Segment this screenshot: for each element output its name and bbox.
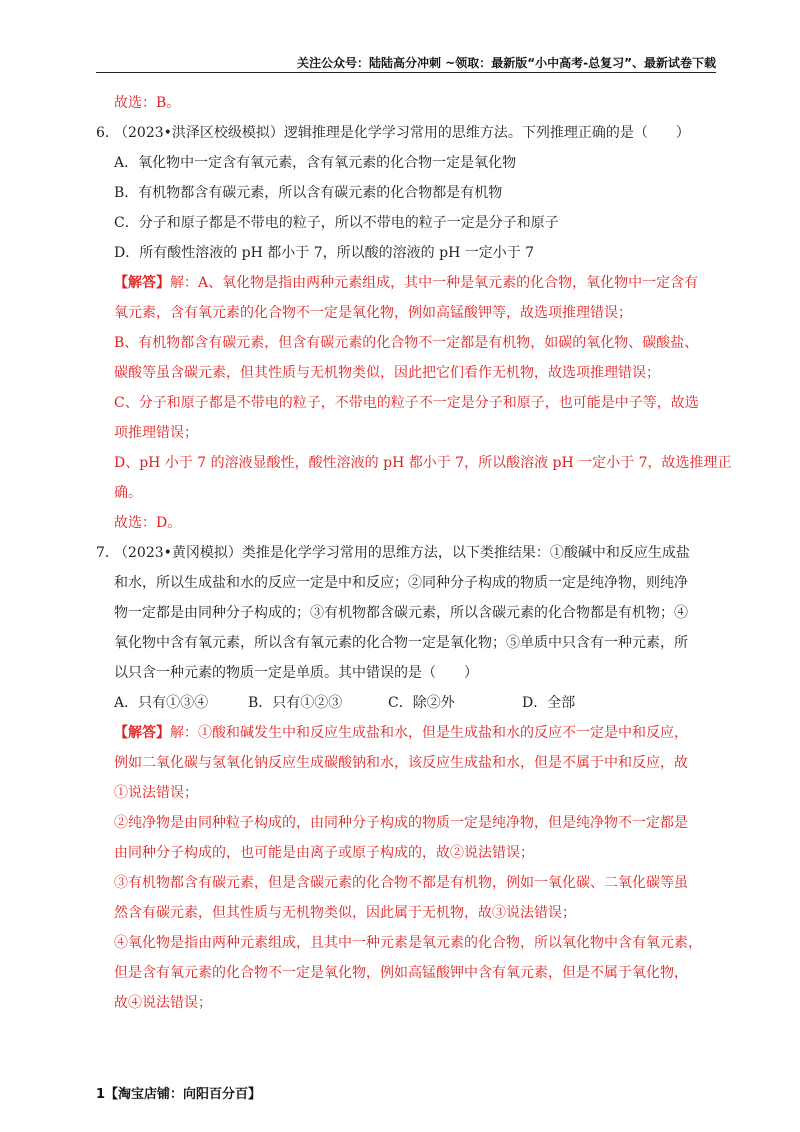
q6-answer-line: 氧元素，含有氧元素的化合物不一定是氧化物，例如高锰酸钾等，故选项推理错误； xyxy=(114,305,632,321)
q7-answer-line: 然含有碳元素，但其性质与无机物类似，因此属于无机物，故③说法错误； xyxy=(114,905,576,921)
q7-answer-line: ②纯净物是由同种粒子构成的，由同种分子构成的物质一定是纯净物，但是纯净物不一定都是 xyxy=(114,815,688,831)
q7-option-a: A．只有①③④ xyxy=(114,695,209,711)
q7-answer-line: ①说法错误； xyxy=(114,785,198,801)
q6-option-b: B．有机物都含有碳元素，所以含有碳元素的化合物都是有机物 xyxy=(114,185,503,201)
q7-answer-line: ④氧化物是指由两种元素组成，且其中一种元素是氧元素的化合物，所以氧化物中含有氧元素， xyxy=(114,935,702,951)
q7-stem-line: 氧化物中含有氧元素，所以含有氧元素的化合物一定是氧化物；⑤单质中只含有一种元素，所 xyxy=(114,635,688,651)
q6-number: 6． xyxy=(96,125,119,141)
q7-stem-line: 和水，所以生成盐和水的反应一定是中和反应；②同种分子构成的物质一定是纯净物，则纯净 xyxy=(114,575,688,591)
q6-stem-text: （2023•洪泽区校级模拟）逻辑推理是化学学习常用的思维方法。下列推理正确的是（ ） xyxy=(114,125,690,141)
prev-answer: 故选：B。 xyxy=(114,95,181,111)
q6-option-c: C．分子和原子都是不带电的粒子，所以不带电的粒子一定是分子和原子 xyxy=(114,215,559,231)
q6-answer-line: 确。 xyxy=(114,485,142,501)
q6-answer-text: 解：A、氧化物是指由两种元素组成，其中一种是氧元素的化合物，氧化物中一定含有 xyxy=(170,275,699,291)
q7-option-c: C．除②外 xyxy=(388,695,455,711)
q7-answer-tag: 【解答】 xyxy=(114,725,170,741)
q7-answer-line: ③有机物都含有碳元素，但是含碳元素的化合物不都是有机物，例如一氧化碳、二氧化碳等虽 xyxy=(114,875,688,891)
q6-answer-line: B、有机物都含有碳元素，但含有碳元素的化合物不一定都是有机物，如碳的氧化物、碳酸盐、 xyxy=(114,335,699,351)
q7-answer-line: 由同种分子构成的，也可能是由离子或原子构成的，故②说法错误； xyxy=(114,845,534,861)
page-footer: 1【淘宝店铺：向阳百分百】 xyxy=(96,1087,262,1102)
q7-number: 7． xyxy=(96,545,119,561)
q7-option-b: B．只有①②③ xyxy=(248,695,343,711)
q6-answer-line: 项推理错误； xyxy=(114,425,198,441)
q6-stem xyxy=(96,118,716,148)
q7-stem xyxy=(96,538,716,568)
q7-answer-line xyxy=(96,718,716,748)
q6-option-d: D．所有酸性溶液的 pH 都小于 7，所以酸的溶液的 pH 一定小于 7 xyxy=(114,245,535,261)
q7-answer-line: 但是含有氧元素的化合物不一定是氧化物，例如高锰酸钾中含有氧元素，但是不属于氧化物， xyxy=(114,965,688,981)
header-rule xyxy=(96,72,716,73)
q7-answer-text: 解：①酸和碱发生中和反应生成盐和水，但是生成盐和水的反应不一定是中和反应， xyxy=(170,725,688,741)
q7-option-d: D．全部 xyxy=(522,695,576,711)
q6-answer-line xyxy=(96,268,716,298)
q7-options xyxy=(96,688,716,718)
q7-answer-line: 故④说法错误； xyxy=(114,995,212,1011)
q6-option-a: A．氧化物中一定含有氧元素，含有氧元素的化合物一定是氧化物 xyxy=(114,155,517,171)
q6-answer-line: C、分子和原子都是不带电的粒子，不带电的粒子不一定是分子和原子，也可能是中子等，故选 xyxy=(114,395,699,411)
q7-stem-text: （2023•黄冈模拟）类推是化学学习常用的思维方法，以下类推结果：①酸碱中和反应生成盐 xyxy=(114,545,690,561)
q6-answer-tag: 【解答】 xyxy=(114,275,170,291)
q6-answer-line: D、pH 小于 7 的溶液显酸性，酸性溶液的 pH 都小于 7，所以酸溶液 pH 一定小于 7，故选推理正 xyxy=(114,455,732,471)
q7-answer-line: 例如二氧化碳与氢氧化钠反应生成碳酸钠和水，该反应生成盐和水，但是不属于中和反应，故 xyxy=(114,755,688,771)
q6-final-answer: 故选：D。 xyxy=(114,515,182,531)
page-header: 关注公众号：陆陆高分冲刺 ~领取：最新版“小中高考-总复习”、最新试卷下载 xyxy=(297,56,716,70)
q7-stem-line: 以只含一种元素的物质一定是单质。其中错误的是（ ） xyxy=(114,665,478,681)
document-body xyxy=(96,88,732,1018)
q6-answer-line: 碳酸等虽含碳元素，但其性质与无机物类似，因此把它们看作无机物，故选项推理错误； xyxy=(114,365,660,381)
q7-stem-line: 物一定都是由同种分子构成的；③有机物都含碳元素，所以含碳元素的化合物都是有机物；④ xyxy=(114,605,688,621)
